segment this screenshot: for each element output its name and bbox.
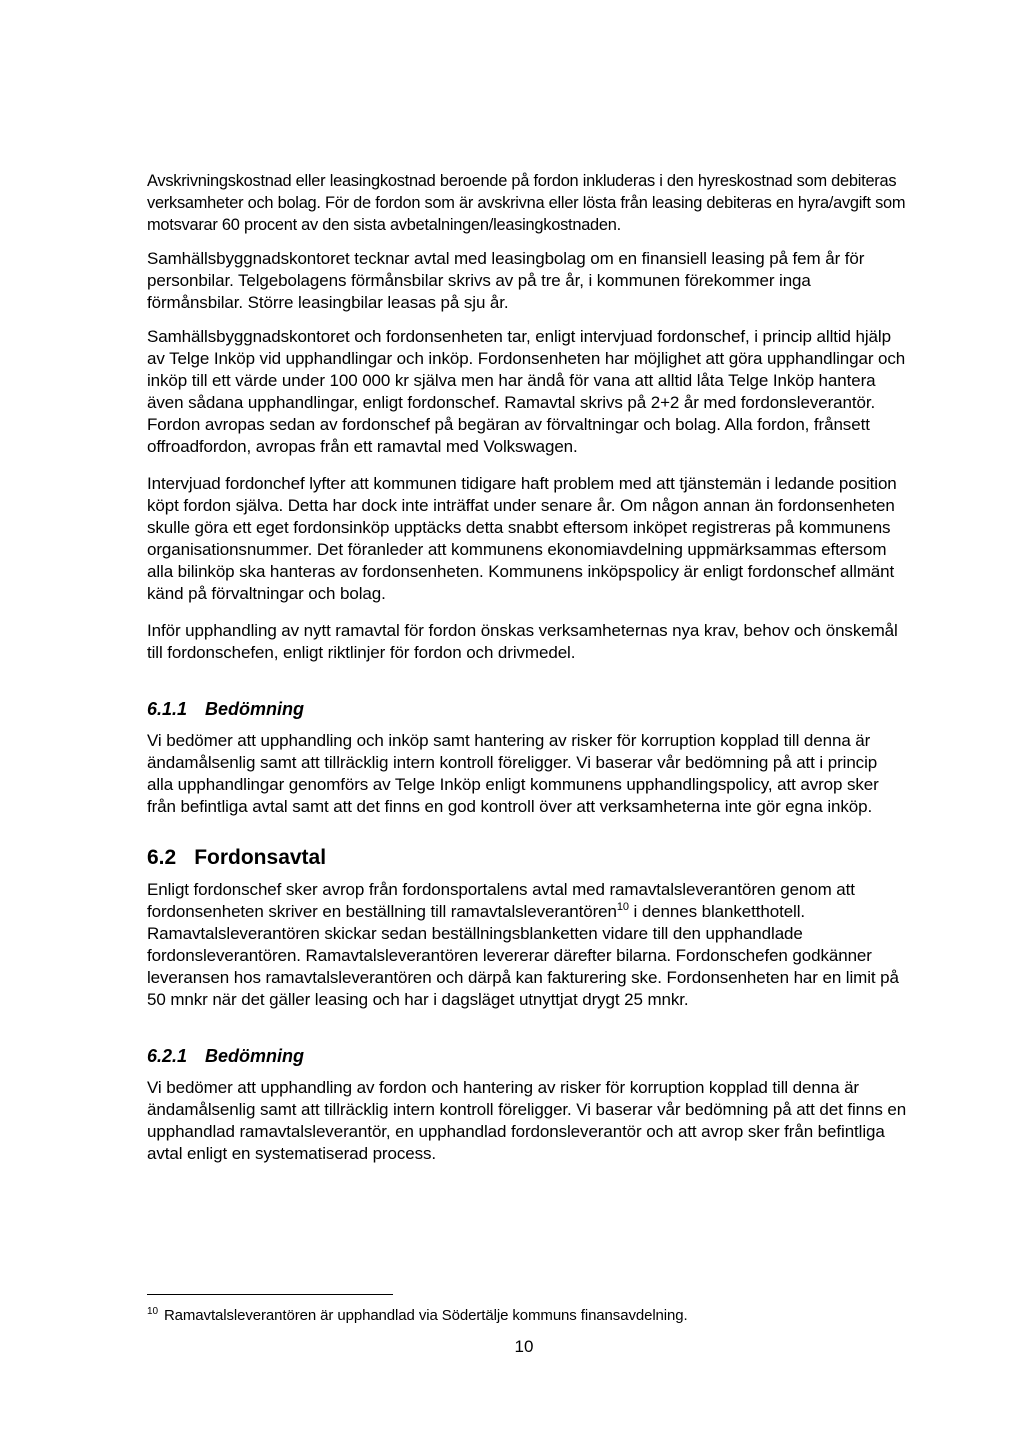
heading-title: Fordonsavtal	[194, 846, 327, 869]
footnote	[147, 1306, 688, 1326]
paragraph-vehicle-agreement	[147, 879, 907, 1011]
footnote-text: Ramavtalsleverantören är upphandlad via Södertälje kommuns finansavdelning.	[163, 1307, 688, 1324]
heading-number: 6.2	[147, 846, 177, 869]
paragraph-problems: Intervjuad fordonchef lyfter att kommunen tidigare haft problem med att tjänstemän i ledande position köpt fordon själva. Detta har dock inte inträffat under senare år. Om någon annan än fordonsenheten skulle göra ett eget fordonsinköp upptäcks detta snabbt eftersom inköpet registreras på kommunens organisationsnummer. Det föranleder att kommunens ekonomiavdelning uppmärksammas eftersom alla bilinköp ska hanteras av fordonsenheten. Kommunens inköpspolicy är enligt fordonschef allmänt känd på förvaltningar och bolag.	[147, 474, 897, 603]
text-after-footnote-ref: i dennes blanketthotell. Ramavtalsleverantören skickar sedan beställningsblanketten vidare till den upphandlade fordonsleverantören. Ramavtalsleverantören levererar därefter bilarna. Fordonschefen godkänner leveransen hos ramavtalsleverantören och därpå kan fakturering ske. Fordonsenheten har en limit på 50 mnkr när det gäller leasing och har i dagsläget utnyttjat drygt 25 mnkr.	[147, 902, 899, 1009]
paragraph-assessment-6-1-1: Vi bedömer att upphandling och inköp samt hantering av risker för korruption kopplad till denna är ändamålsenlig samt att tillräcklig intern kontroll föreligger. Vi baserar vår bedömning på att i princip alla upphandlingar genomförs av Telge Inköp enligt kommunens upphandlingspolicy, att avrop sker från befintliga avtal samt att det finns en god kontroll över att verksamheterna inte gör egna inköp.	[147, 731, 879, 816]
paragraph-leasing: Samhällsbyggnadskontoret tecknar avtal med leasingbolag om en finansiell leasing på fem år för personbilar. Telgebolagens förmånsbilar skrivs av på tre år, i kommunen förekommer inga förmånsbilar. Större leasingbilar leasas på sju år.	[147, 249, 865, 312]
paragraph-new-framework: Inför upphandling av nytt ramavtal för fordon önskas verksamheternas nya krav, behov och önskemål till fordonschefen, enligt riktlinjer för fordon och drivmedel.	[147, 621, 898, 662]
footnote-number: 10	[147, 1306, 158, 1317]
paragraph-depreciation: Avskrivningskostnad eller leasingkostnad beroende på fordon inkluderas i den hyreskostnad som debiteras verksamheter och bolag. För de fordon som är avskrivna eller lösta från leasing debiteras en hyra/avgift som motsvarar 60 procent av den sista avbetalningen/leasingkostnaden.	[147, 172, 906, 234]
page-number: 10	[514, 1337, 534, 1356]
paragraph-procurement: Samhällsbyggnadskontoret och fordonsenheten tar, enligt intervjuad fordonschef, i princip alltid hjälp av Telge Inköp vid upphandlingar och inköp. Fordonsenheten har möjlighet att göra upphandlingar och inköp till ett värde under 100 000 kr själva men har ändå för vana att alltid låta Telge Inköp hantera även sådana upphandlingar, enligt fordonschef. Ramavtal skrivs på 2+2 år med fordonsleverantör. Fordon avropas sedan av fordonschef på begäran av förvaltningar och bolag. Alla fordon, frånsett offroadfordon, avropas från ett ramavtal med Volkswagen.	[147, 327, 906, 456]
heading-title: Bedömning	[205, 1046, 305, 1066]
paragraph-assessment-6-2-1: Vi bedömer att upphandling av fordon och hantering av risker för korruption kopplad till denna är ändamålsenlig samt att tillräcklig intern kontroll föreligger. Vi baserar vår bedömning på att det finns en upphandlad ramavtalsleverantör, en upphandlad fordonsleverantör och att avrop sker från befintliga avtal enligt en systematiserad process.	[147, 1078, 907, 1163]
heading-title: Bedömning	[205, 699, 305, 719]
footnote-reference[interactable]: 10	[616, 901, 629, 913]
text-before-footnote-ref: Enligt fordonschef sker avrop från fordonsportalens avtal med ramavtalsleverantören genom att fordonsenheten skriver en beställning till ramavtalsleverantören	[147, 880, 855, 921]
page-body	[147, 170, 907, 1165]
heading-number: 6.1.1	[147, 699, 188, 719]
heading-number: 6.2.1	[147, 1046, 188, 1066]
heading-6-2-1	[147, 1044, 907, 1068]
heading-6-1-1	[147, 697, 907, 721]
heading-6-2	[147, 845, 907, 871]
footnote-separator	[147, 1294, 393, 1295]
